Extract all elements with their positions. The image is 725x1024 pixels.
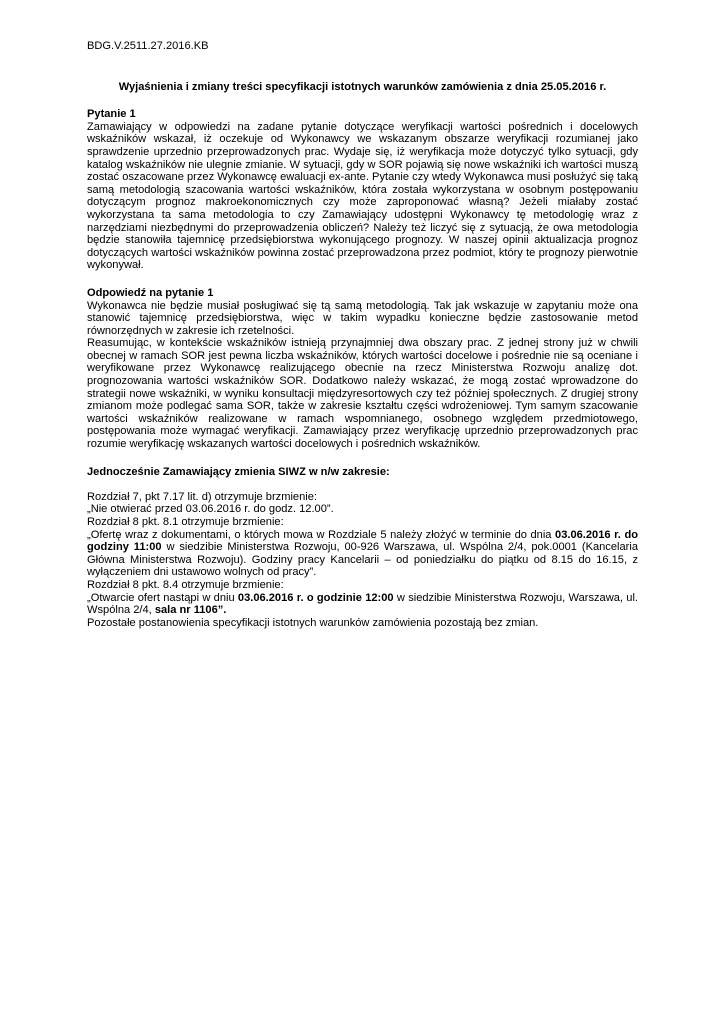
amendment-3-text-a: „Otwarcie ofert nastąpi w dniu xyxy=(87,591,238,604)
amendment-2-deadline: 03.06.2016 r. do godziny 11:00 xyxy=(87,528,638,554)
amendment-1-label: Rozdział 7, pkt 7.17 lit. d) otrzymuje brzmienie: xyxy=(87,490,317,503)
amendment-3-label: Rozdział 8 pkt. 8.4 otrzymuje brzmienie: xyxy=(87,578,284,591)
amendment-3-room: sala nr 1106”. xyxy=(154,604,227,617)
amendment-2-label: Rozdział 8 pkt. 8.1 otrzymuje brzmienie: xyxy=(87,516,284,528)
answer-paragraph-2: Reasumując, w kontekście wskaźników istnieją przynajmniej dwa obszary prac. Z jednej strony już w chwili obecnej w ramach SOR jest pewna liczba wskaźników, których wartości docelowe i pośrednie nie są oceniane i weryfikowane przez Wykonawcę realizującego obecnie na rzecz Ministerstwa Rozwoju analizę dot. prognozowania wartości wskaźników SOR. Dodatkowo należy wskazać, że mogą zostać wprowadzone do strategii nowe wskaźniki, w wyniku konsultacji międzyresortowych czy też później społecznych. Z drugiej strony zmianom może podlegać sama SOR, także w zakresie kształtu części wdrożeniowej. Tym samym szacowanie wartości wskaźników realizowane w ramach wspomnianego, osobnego względem przedmiotowego, postępowania może wymagać weryfikacji. Zamawiający przez weryfikację uprzednio przeprowadzonych prac rozumie weryfikację wskazanych wartości docelowych i pośrednich wskaźników. xyxy=(87,337,638,451)
amendment-3-text xyxy=(87,592,638,617)
closing-statement: Pozostałe postanowienia specyfikacji istotnych warunków zamówienia pozostają bez zmian. xyxy=(87,616,539,629)
spacer xyxy=(87,478,638,491)
reference-number: BDG.V.2511.27.2016.KB xyxy=(87,40,209,52)
amendment-3-text-b: w siedzibie Ministerstwa Rozwoju, Warszawa, ul. Wspólna 2/4, xyxy=(87,591,638,617)
amendment-2-text xyxy=(87,529,638,579)
amendment-2-text-b: w siedzibie Ministerstwa Rozwoju, 00-926 Warszawa, ul. Wspólna 2/4, pok.0001 (Kancelaria Główna Ministerstwa Rozwoju). Godziny pracy Kancelarii – od poniedziałku do piątku od 8.15 do 16.15, z wyłączeniem dni ustawowo wolnych od pracy”. xyxy=(87,541,638,579)
amendment-1-text: „Nie otwierać przed 03.06.2016 r. do godz. 12.00”. xyxy=(87,503,334,516)
document-title: Wyjaśnienia i zmiany treści specyfikacji istotnych warunków zamówienia z dnia 25.05.2016 r. xyxy=(118,80,607,93)
amendment-3-opening-time: 03.06.2016 r. o godzinie 12:00 xyxy=(237,591,394,604)
answer-paragraph-1: Wykonawca nie będzie musiał posługiwać się tą samą metodologią. Tak jak wskazuje w zapytaniu może ona stanowić tajemnicę przedsiębiorstwa, więc w takim wypadku konieczne będzie zastosowanie metod równorzędnych w zakresie ich rzetelności. xyxy=(87,299,638,337)
answer-heading: Odpowiedź na pytanie 1 xyxy=(87,286,214,299)
document-page xyxy=(87,40,638,629)
amendments-heading: Jednocześnie Zamawiający zmienia SIWZ w n/w zakresie: xyxy=(87,465,390,478)
question-text: Zamawiający w odpowiedzi na zadane pytanie dotyczące weryfikacji wartości pośrednich i docelowych wskaźników wskazał, iż oczekuje od Wykonawcy we wskazanym obszarze weryfikacji rozumianej jako sprawdzenie uprzednio przeprowadzonych prac. Wydaje się, iż weryfikacja może dotyczyć tylko sytuacji, gdy katalog wskaźników nie ulegnie zmianie. W sytuacji, gdy w SOR pojawią się nowe wskaźniki ich wartości muszą zostać oszacowane przez Wykonawcę ewaluacji ex-ante. Pytanie czy wtedy Wykonawca musi posłużyć się taką samą metodologią szacowania wartości wskaźników, która została wykorzystana w osobnym postępowaniu dotyczącym prognoz makroekonomicznych czy może zaproponować własną? Jeżeli miałaby zostać wykorzystana ta sama metodologia to czy Zamawiający udostępni Wykonawcy tę metodologię wraz z narzędziami niezbędnymi do przeprowadzenia obliczeń? Należy też liczyć się z sytuacją, że owa metodologia będzie stanowiła tajemnicę przedsiębiorstwa wykonującego prognozy. W naszej opinii aktualizacja prognoz dotyczących wartości wskaźników powinna zostać przeprowadzona przez podmiot, który te prognozy pierwotnie wykonywał. xyxy=(87,120,638,272)
amendment-2-text-a: „Ofertę wraz z dokumentami, o których mowa w Rozdziale 5 należy złożyć w terminie do dnia xyxy=(87,528,556,541)
question-heading: Pytanie 1 xyxy=(87,108,136,121)
